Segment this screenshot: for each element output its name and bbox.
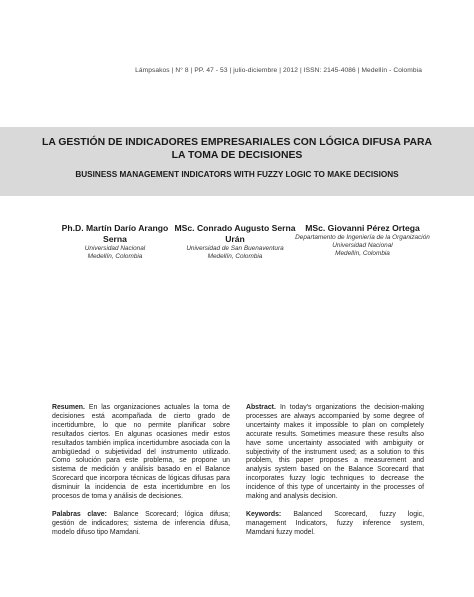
abstract-paragraph (246, 404, 424, 502)
authors-block (0, 223, 474, 303)
author-affiliation: Universidad Nacional (84, 245, 146, 252)
spanish-column (52, 404, 230, 547)
keywords-paragraph (246, 511, 424, 538)
author-name: MSc. Giovanni Pérez Ortega (305, 223, 420, 233)
author-1 (50, 223, 180, 261)
english-title: BUSINESS MANAGEMENT INDICATORS WITH FUZZY LOGIC TO MAKE DECISIONS (75, 170, 399, 179)
running-head: Lámpsakos | N° 8 | PP. 47 - 53 | julio-diciembre | 2012 | ISSN: 2145-4086 | Medellín - Colombia (135, 67, 422, 74)
abstract-text: In today's organizations the decision-making processes are always accompanied by some degree of uncertainty makes it impossible to plan on completely accurate results. Sometimes measure these results also have some uncertainty associated with ambiguity or subjectivity of the instrument used; as a solution to this problem, this paper proposes a measurement and analysis system based on the Balance Scorecard that incorporates fuzzy logic techniques to decrease the incidence of this type of uncertainty in the processes of making and analysis decision. (246, 404, 424, 501)
resumen-paragraph (52, 404, 230, 502)
author-affiliation: Departamento de Ingeniería de la Organización Universidad Nacional (295, 234, 430, 249)
author-affiliation: Universidad de San Buenaventura (186, 245, 284, 252)
resumen-text: En las organizaciones actuales la toma de decisiones está acompañada de cierto grado de incertidumbre, lo que no permite planificar sobre resultados ciertos. En algunas ocasiones medir estos resultados también implica incertidumbre asociada con la ambigüedad o subjetividad del instrumento utilizado. Como solución para este problema, se propone un sistema de medición y análisis basado en el Balance Scorecard que incorpora técnicas de lógicas difusas para disminuir la incidencia de esta incertidumbre en los procesos de toma y análisis de decisiones. (52, 404, 230, 501)
author-3 (295, 223, 430, 258)
palabras-clave-text: Balance Scorecard; lógica difusa; gestión de indicadores; sistema de inferencia difusa, modelo difuso tipo Mamdani. (52, 510, 231, 536)
author-2 (170, 223, 300, 261)
palabras-clave-paragraph (52, 511, 230, 538)
english-column (246, 404, 424, 547)
author-name: MSc. Conrado Augusto Serna Urán (174, 223, 296, 244)
palabras-clave-label: Palabras clave: (52, 510, 107, 518)
page-title: LA GESTIÓN DE INDICADORES EMPRESARIALES CON LÓGICA DIFUSA PARA LA TOMA DE DECISIONES (41, 137, 433, 161)
author-name: Ph.D. Martín Darío Arango Serna (61, 223, 169, 244)
abstract-label: Abstract. (246, 404, 276, 411)
author-location: Medellín, Colombia (87, 253, 143, 260)
resumen-label: Resumen. (52, 404, 85, 411)
author-location: Medellín, Colombia (207, 253, 263, 260)
title-band (0, 127, 474, 196)
author-location: Medellín, Colombia (335, 250, 390, 257)
keywords-text: Balanced Scorecard, fuzzy logic, management Indicators, fuzzy inference system, Mamdani fuzzy model. (246, 510, 424, 536)
keywords-label: Keywords: (246, 510, 282, 518)
